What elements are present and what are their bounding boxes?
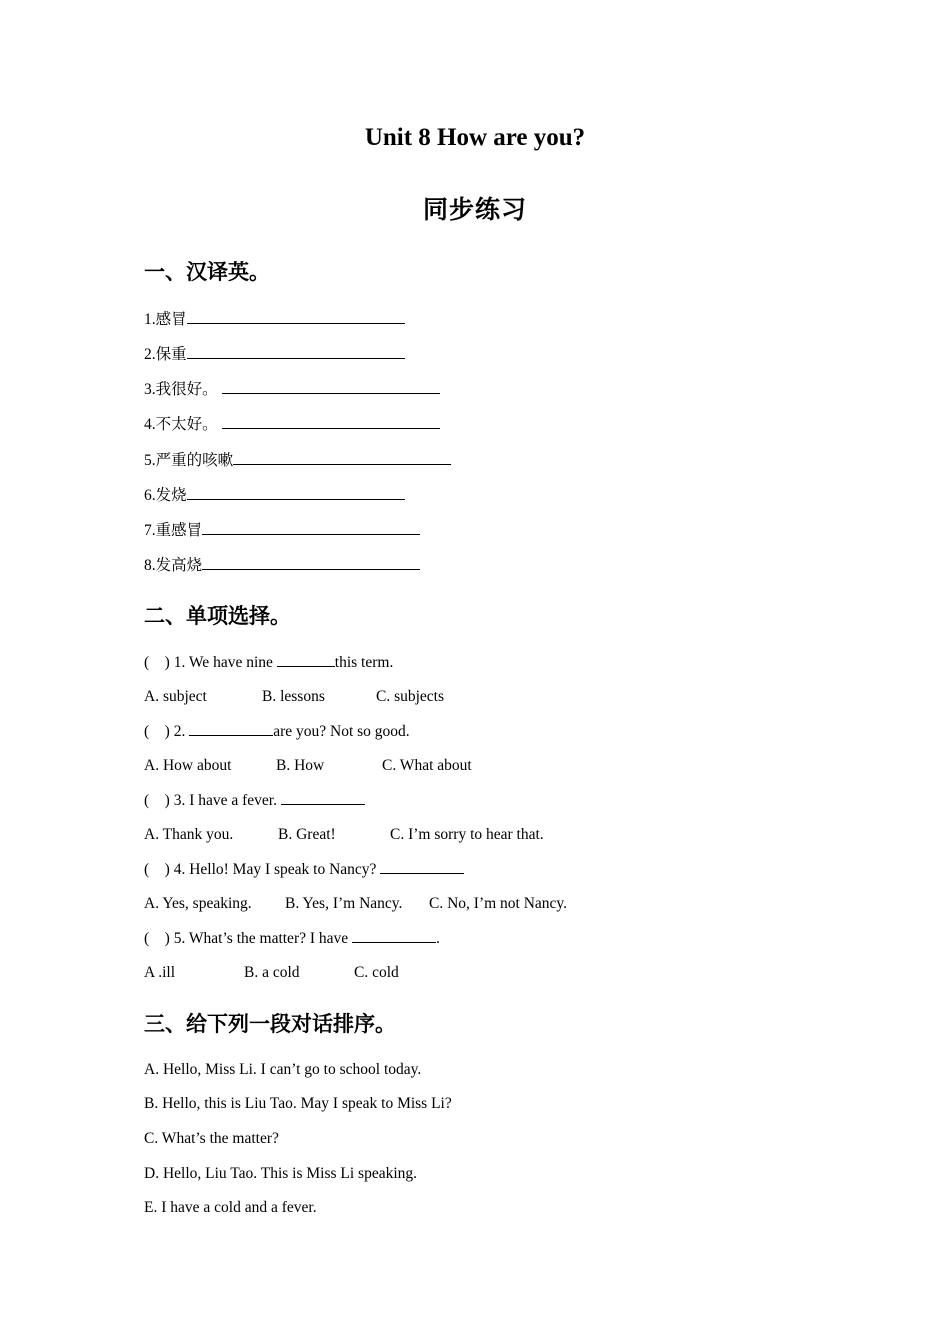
question-text-end: are you? Not so good. xyxy=(273,723,410,740)
option-b: B. Yes, I’m Nancy. xyxy=(285,895,403,912)
page-title: Unit 8 How are you? xyxy=(364,124,586,151)
translation-item-label: 8.发高烧 xyxy=(144,557,203,574)
translation-item xyxy=(144,485,405,506)
answer-bracket: ( ) xyxy=(144,930,170,947)
answer-blank xyxy=(187,485,405,500)
translation-item-label: 4.不太好。 xyxy=(144,416,218,433)
answer-blank xyxy=(277,652,335,667)
question-text: 2. xyxy=(169,723,190,740)
page-subtitle: 同步练习 xyxy=(422,197,527,224)
translation-item xyxy=(144,344,405,365)
option-b: B. a cold xyxy=(244,964,300,981)
question-text: 3. I have a fever. xyxy=(169,792,281,809)
option-c: C. No, I’m not Nancy. xyxy=(429,895,568,912)
answer-bracket: ( ) xyxy=(144,654,170,671)
question-text: 5. What’s the matter? I have xyxy=(169,930,353,947)
translation-item-label: 5.严重的咳嗽 xyxy=(144,452,234,469)
question-4 xyxy=(144,859,464,880)
answer-blank xyxy=(380,859,464,874)
question-1-options xyxy=(144,687,444,707)
option-a: A .ill xyxy=(144,964,176,981)
question-text: 4. Hello! May I speak to Nancy? xyxy=(169,861,381,878)
option-a: A. Yes, speaking. xyxy=(144,895,252,912)
translation-item xyxy=(144,450,451,471)
question-1 xyxy=(144,652,393,673)
translation-item-label: 1.感冒 xyxy=(144,311,187,328)
question-5-options xyxy=(144,963,399,983)
option-a: A. subject xyxy=(144,688,207,705)
answer-blank xyxy=(202,520,420,535)
option-c: C. subjects xyxy=(376,688,445,705)
translation-item xyxy=(144,414,440,435)
answer-blank xyxy=(352,928,436,943)
question-text-end: this term. xyxy=(334,654,394,671)
question-5 xyxy=(144,928,440,949)
translation-item xyxy=(144,309,405,330)
option-c: C. What about xyxy=(382,757,472,774)
translation-item-label: 7.重感冒 xyxy=(144,522,203,539)
translation-item-label: 3.我很好。 xyxy=(144,381,218,398)
answer-blank xyxy=(222,379,440,394)
option-c: C. cold xyxy=(354,964,399,981)
option-a: A. How about xyxy=(144,757,232,774)
answer-blank xyxy=(281,790,365,805)
question-2-options xyxy=(144,756,472,776)
answer-bracket: ( ) xyxy=(144,792,170,809)
section1-heading: 一、汉译英。 xyxy=(144,260,270,284)
answer-blank xyxy=(187,344,405,359)
answer-blank xyxy=(233,450,451,465)
question-2 xyxy=(144,721,410,742)
answer-blank xyxy=(187,309,405,324)
option-b: B. How xyxy=(276,757,325,774)
question-3-options xyxy=(144,825,544,845)
dialogue-line: B. Hello, this is Liu Tao. May I speak to Miss Li? xyxy=(144,1095,452,1112)
dialogue-line: A. Hello, Miss Li. I can’t go to school today. xyxy=(144,1061,422,1078)
question-text-end: . xyxy=(436,930,440,947)
dialogue-line: E. I have a cold and a fever. xyxy=(144,1199,317,1216)
option-b: B. Great! xyxy=(278,826,336,843)
answer-blank xyxy=(202,555,420,570)
answer-bracket: ( ) xyxy=(144,861,170,878)
section2-heading: 二、单项选择。 xyxy=(144,604,291,628)
dialogue-line: D. Hello, Liu Tao. This is Miss Li speaking. xyxy=(144,1165,418,1182)
question-text: 1. We have nine xyxy=(169,654,277,671)
translation-item xyxy=(144,555,420,576)
answer-blank xyxy=(189,721,273,736)
dialogue-line: C. What’s the matter? xyxy=(144,1130,279,1147)
question-3 xyxy=(144,790,365,811)
answer-bracket: ( ) xyxy=(144,723,170,740)
option-b: B. lessons xyxy=(262,688,325,705)
option-a: A. Thank you. xyxy=(144,826,234,843)
translation-item xyxy=(144,520,420,541)
translation-item-label: 6.发烧 xyxy=(144,487,187,504)
section3-heading: 三、给下列一段对话排序。 xyxy=(144,1012,396,1036)
translation-item-label: 2.保重 xyxy=(144,346,187,363)
question-4-options xyxy=(144,894,567,914)
translation-item xyxy=(144,379,440,400)
option-c: C. I’m sorry to hear that. xyxy=(390,826,544,843)
answer-blank xyxy=(222,414,440,429)
